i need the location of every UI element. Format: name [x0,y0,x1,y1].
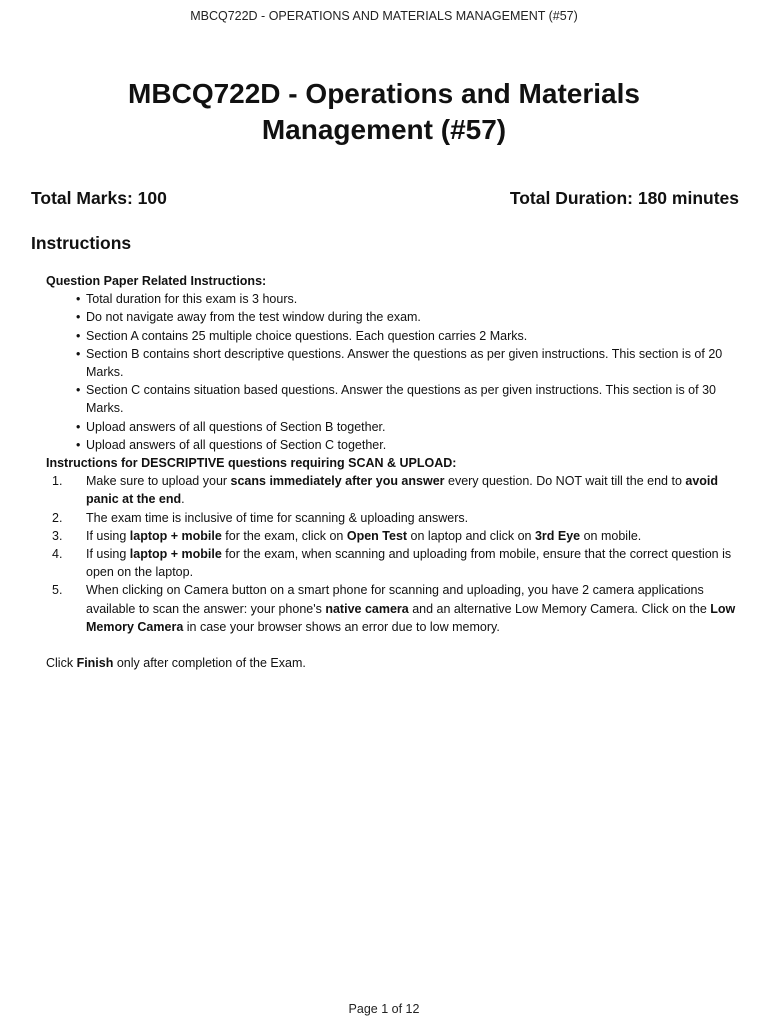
text-run: for the exam, click on [221,528,347,543]
bold-text: laptop + mobile [129,547,222,562]
text-run: only after completion of the Exam. [113,656,306,671]
list-item: • Section A contains 25 multiple choice questions. Each question carries 2 Marks. [76,327,736,345]
list-item [46,545,736,581]
text-run: Click [46,656,77,671]
instructions-body [46,272,736,672]
text-run: on mobile. [580,528,642,543]
text-run: When clicking on Camera button on a smart phone for scanning and uploading, you have 2 camera applications available to scan the answer: your phone's [86,583,704,616]
item-text [86,545,736,581]
list-item: • Upload answers of all questions of Section B together. [76,418,736,436]
list-item [46,581,736,636]
text-run: The exam time is inclusive of time for scanning & uploading answers. [86,510,469,525]
text-run: If using [86,547,130,562]
list-item: • Total duration for this exam is 3 hours. [76,290,736,308]
item-number: 2. [52,510,63,525]
item-number: 4. [52,547,63,562]
list-item [46,527,736,545]
question-paper-heading: Question Paper Related Instructions: [46,274,267,288]
text-run: . [181,492,185,507]
item-text [86,509,736,527]
item-number: 1. [52,474,63,489]
descriptive-list [46,472,736,636]
text-run: and an alternative Low Memory Camera. Click on the [408,601,711,616]
running-header: MBCQ722D - OPERATIONS AND MATERIALS MANAGEMENT (#57) [190,9,578,23]
item-text [86,527,736,545]
text-run: for the exam, when scanning and uploading from mobile, ensure that the correct question is open on the laptop. [86,547,732,580]
bold-text: Low Memory Camera [86,601,736,634]
total-marks: Total Marks: 100 [31,188,167,208]
list-item [46,509,736,527]
bold-text: scans immediately after you answer [230,474,445,489]
finish-note-text [46,656,306,670]
finish-note [46,654,736,672]
page-title: MBCQ722D - Operations and Materials Management (#57) [128,78,640,145]
text-run: on laptop and click on [407,528,535,543]
list-item: • Do not navigate away from the test window during the exam. [76,308,736,326]
bold-text: Finish [76,656,114,671]
bold-text: Open Test [346,528,408,543]
page-number: Page 1 of 12 [348,1002,420,1016]
item-number: 5. [52,583,63,598]
list-item: • Section B contains short descriptive questions. Answer the questions as per given instructions. This section is of 20 Marks. [76,345,736,381]
total-duration: Total Duration: 180 minutes [509,188,739,208]
list-item: • Section C contains situation based questions. Answer the questions as per given instructions. This section is of 30 Marks. [76,381,736,417]
text-run: If using [86,528,130,543]
instructions-heading: Instructions [31,233,132,253]
text-run: every question. Do NOT wait till the end to [444,474,686,489]
text-run: Make sure to upload your [86,474,231,489]
item-text [86,581,736,636]
bold-text: native camera [325,601,409,616]
text-run: in case your browser shows an error due to low memory. [183,619,500,634]
list-item: • Upload answers of all questions of Section C together. [76,436,736,454]
item-text [86,472,736,508]
item-number: 3. [52,528,63,543]
bold-text: laptop + mobile [129,528,222,543]
descriptive-heading: Instructions for DESCRIPTIVE questions requiring SCAN & UPLOAD: [46,456,457,471]
bold-text: avoid panic at the end [86,474,719,507]
bold-text: 3rd Eye [534,528,581,543]
question-paper-list [46,290,736,454]
list-item [46,472,736,508]
exam-meta [31,188,739,209]
